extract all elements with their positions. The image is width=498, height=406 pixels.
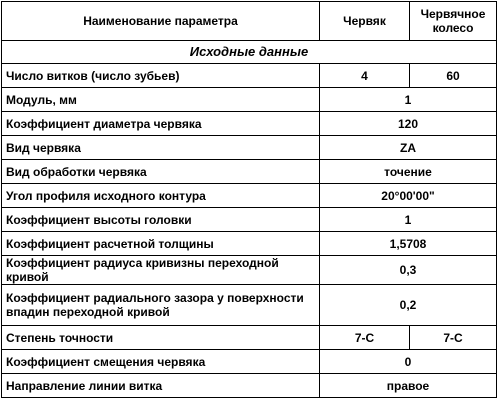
section-row: [2, 41, 497, 64]
table-row: [2, 256, 497, 285]
row-label: Направление линии витка: [2, 374, 320, 398]
header-wheel: Червячное колесо: [410, 2, 497, 41]
row-worm-value: 4: [320, 64, 410, 88]
row-value: 20°00'00": [320, 184, 497, 208]
row-label: Коэффициент расчетной толщины: [2, 232, 320, 256]
row-label: Вид обработки червяка: [2, 160, 320, 184]
table-row: [2, 374, 497, 398]
row-wheel-value: 7-C: [410, 326, 497, 350]
table-row: [2, 326, 497, 350]
row-value: 1: [320, 208, 497, 232]
row-worm-value: 7-C: [320, 326, 410, 350]
table-row: [2, 136, 497, 160]
row-label: Модуль, мм: [2, 88, 320, 112]
row-label: Степень точности: [2, 326, 320, 350]
table-row: [2, 208, 497, 232]
row-value: 1,5708: [320, 232, 497, 256]
table-row: [2, 350, 497, 374]
row-value: 120: [320, 112, 497, 136]
table-header-row: [2, 2, 497, 41]
row-value: 0,2: [320, 285, 497, 326]
header-worm: Червяк: [320, 2, 410, 41]
row-value: правое: [320, 374, 497, 398]
parameters-table: [1, 1, 497, 398]
section-title: Исходные данные: [2, 41, 497, 64]
row-label: Коэффициент смещения червяка: [2, 350, 320, 374]
table-row: [2, 160, 497, 184]
row-value: 1: [320, 88, 497, 112]
table-row: [2, 232, 497, 256]
row-value: 0,3: [320, 256, 497, 285]
row-label: Коэффициент высоты головки: [2, 208, 320, 232]
row-value: 0: [320, 350, 497, 374]
row-value: ZA: [320, 136, 497, 160]
row-label: Угол профиля исходного контура: [2, 184, 320, 208]
table-row: [2, 64, 497, 88]
row-label: Число витков (число зубьев): [2, 64, 320, 88]
header-param-name: Наименование параметра: [2, 2, 320, 41]
row-label: Коэффициент радиального зазора у поверхности впадин переходной кривой: [2, 285, 320, 326]
row-label: Коэффициент радиуса кривизны переходной кривой: [2, 256, 320, 285]
row-label: Коэффициент диаметра червяка: [2, 112, 320, 136]
table-row: [2, 184, 497, 208]
row-wheel-value: 60: [410, 64, 497, 88]
row-value: точение: [320, 160, 497, 184]
table-row: [2, 88, 497, 112]
table-row: [2, 112, 497, 136]
row-label: Вид червяка: [2, 136, 320, 160]
table-row: [2, 285, 497, 326]
